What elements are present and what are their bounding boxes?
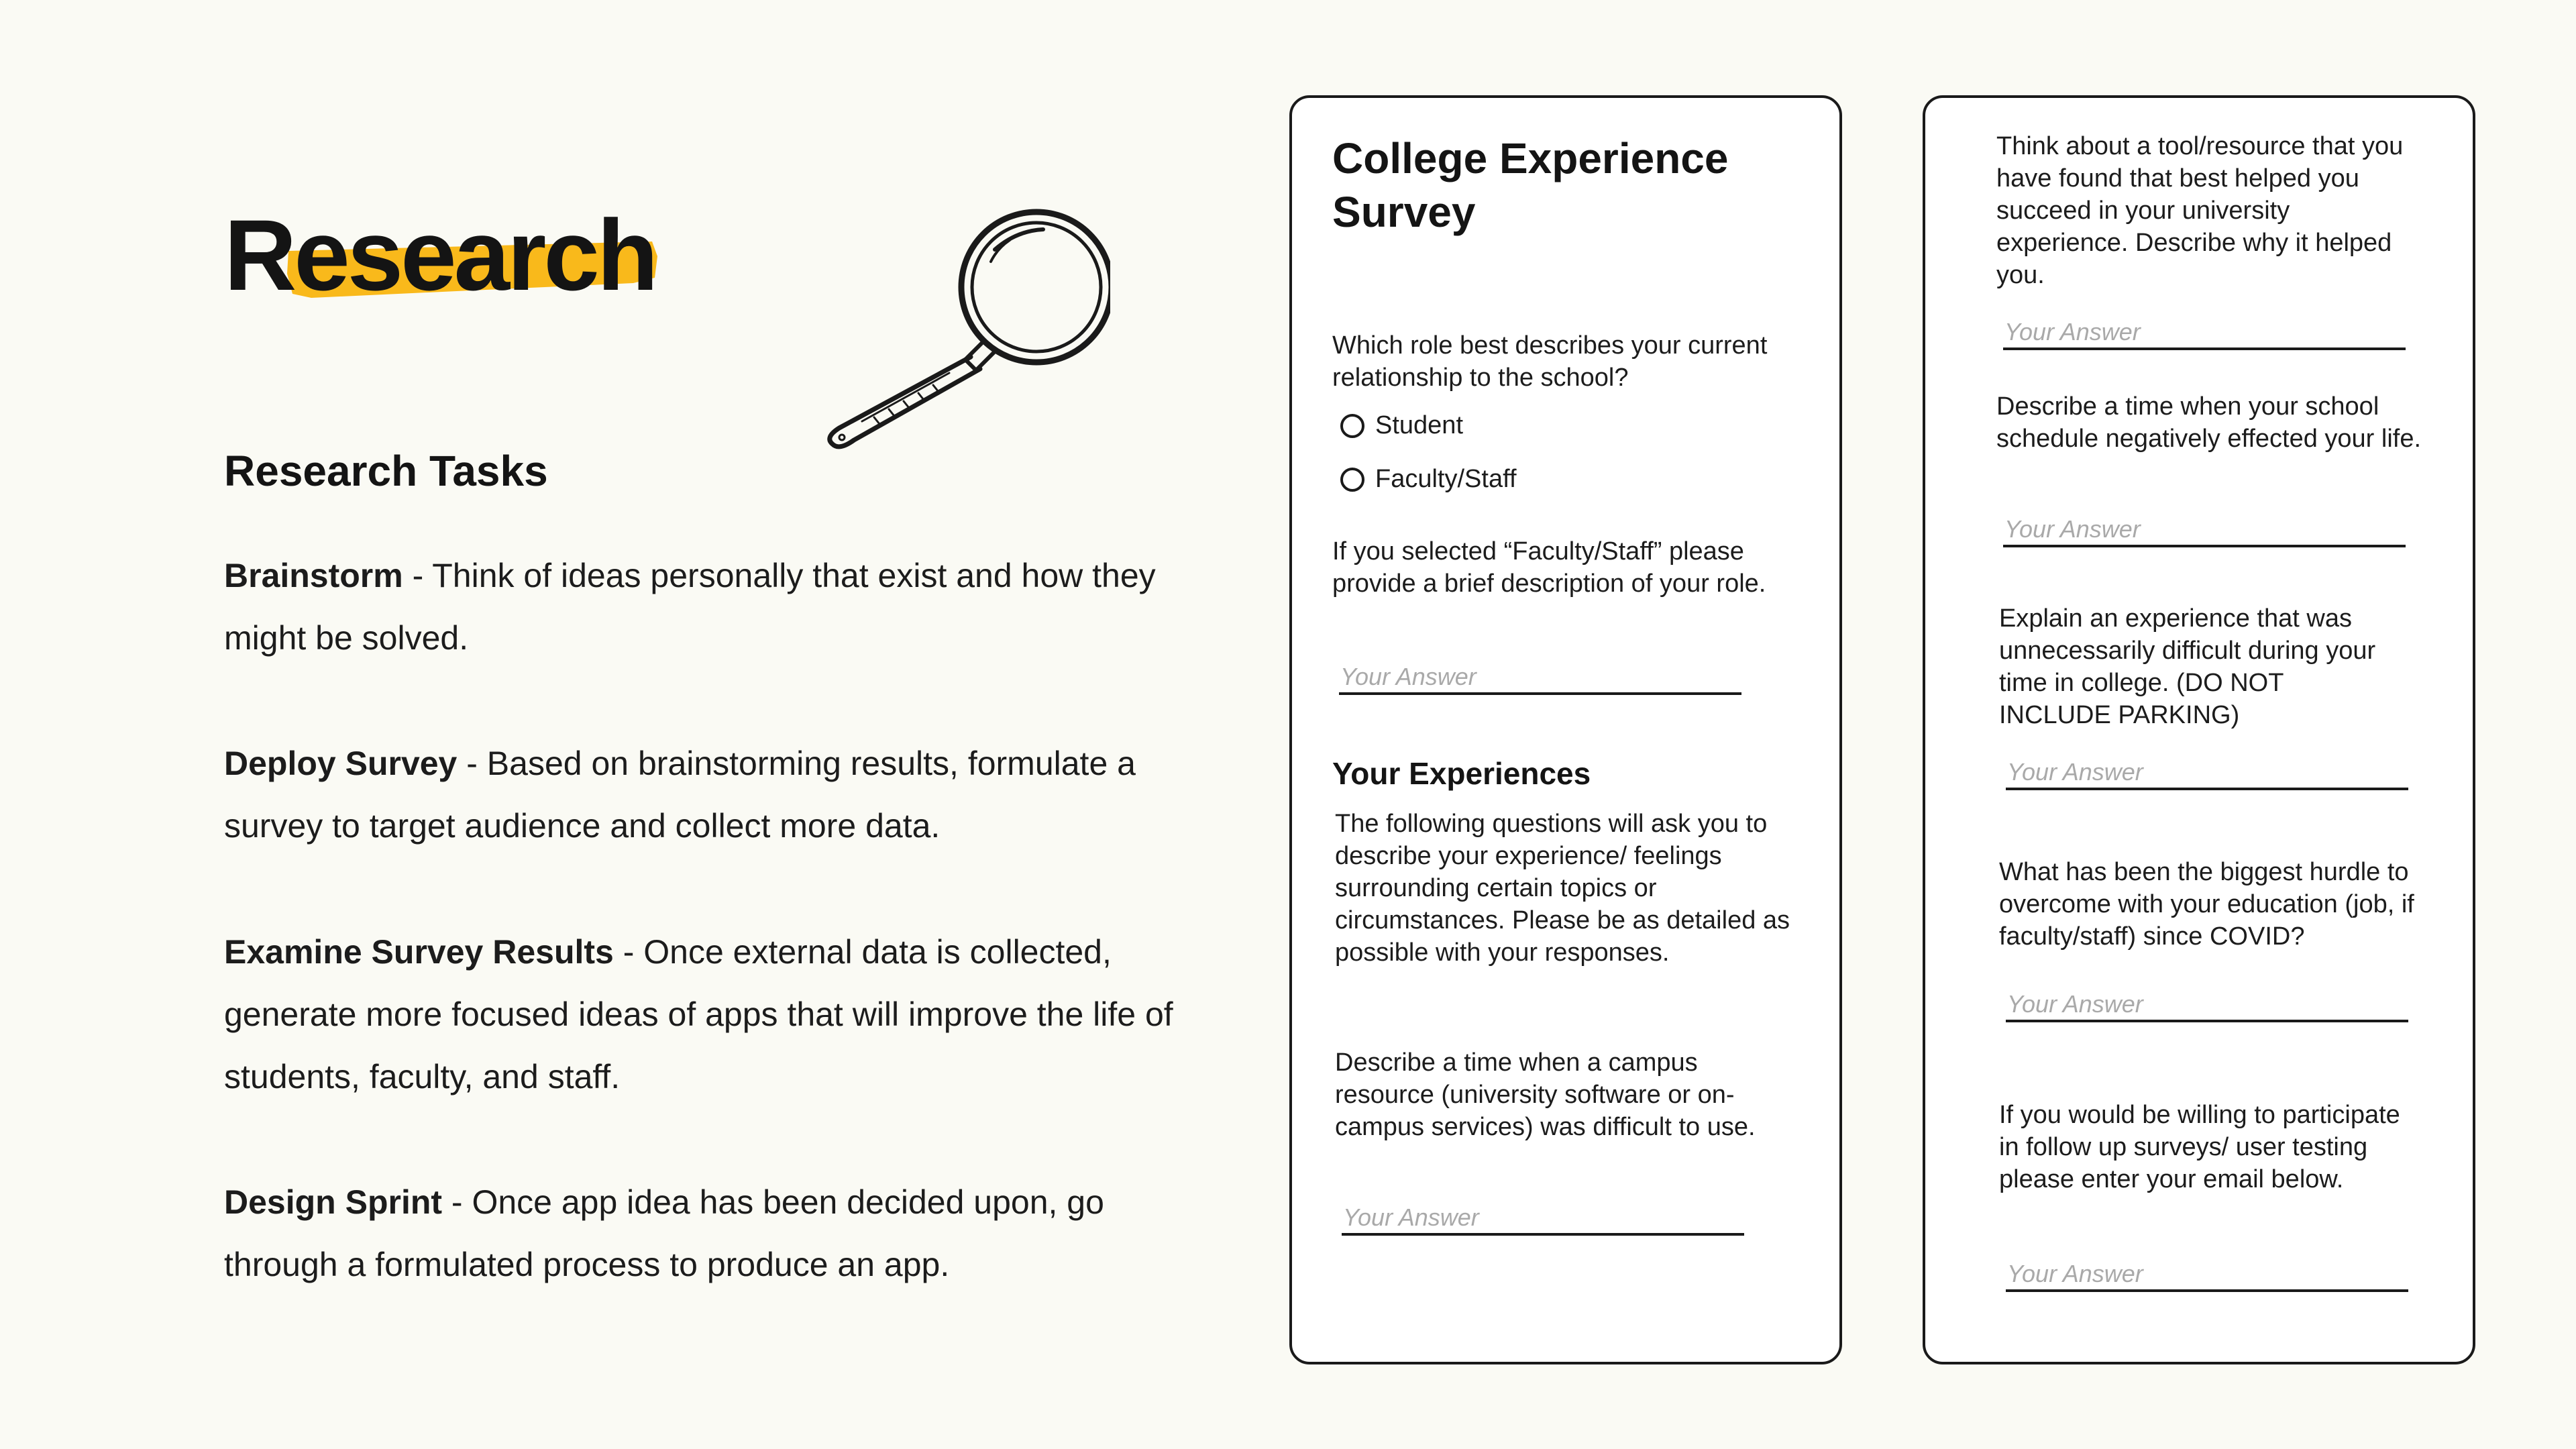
- task-description: - Once app idea has been decided upon, go through a formulated process to produce an app.: [224, 1183, 1104, 1283]
- task-name: Examine Survey Results: [224, 933, 614, 971]
- task-deploy-survey: [224, 733, 1177, 857]
- faculty-role-question: If you selected “Faculty/Staff” please provide a brief description of your role.: [1332, 537, 1766, 598]
- covid-hurdle-input[interactable]: [2006, 989, 2410, 1020]
- email-input[interactable]: [2006, 1258, 2410, 1289]
- answer-field: [2006, 1258, 2408, 1292]
- task-name: Design Sprint: [224, 1183, 443, 1221]
- answer-field: [2003, 514, 2406, 547]
- radio-circle[interactable]: [1340, 468, 1364, 492]
- role-question: Which role best describes your current relationship to the school?: [1332, 331, 1768, 392]
- radio-label: Faculty/Staff: [1375, 465, 1517, 493]
- difficult-experience-question: Explain an experience that was unnecessarily difficult during your time in college. (DO NOT INCLUDE PARKING): [1999, 604, 2376, 729]
- task-description: - Based on brainstorming results, formulate a survey to target audience and collect more data.: [224, 745, 1136, 845]
- schedule-question: Describe a time when your school schedule negatively effected your life.: [1996, 392, 2422, 453]
- heading-block: [224, 195, 694, 329]
- campus-resource-input[interactable]: [1342, 1202, 1746, 1233]
- covid-hurdle-question: What has been the biggest hurdle to overcome with your education (job, if faculty/staff) since COVID?: [1999, 858, 2414, 951]
- task-description: - Think of ideas personally that exist and how they might be solved.: [224, 557, 1156, 657]
- task-design-sprint: [224, 1171, 1177, 1296]
- survey-card-2: [1923, 95, 2475, 1364]
- answer-field: [1342, 1202, 1744, 1236]
- magnifying-glass-icon: [815, 201, 1110, 449]
- your-experiences-title: Your Experiences: [1332, 756, 1591, 791]
- tool-resource-input[interactable]: [2003, 317, 2407, 347]
- answer-field: [1339, 661, 1741, 695]
- answer-field: [2006, 757, 2408, 790]
- tool-resource-question: Think about a tool/resource that you have found that best helped you succeed in your university experience. Describe why it helped you.: [1996, 132, 2404, 289]
- schedule-input[interactable]: [2003, 514, 2407, 545]
- research-tasks-title: Research Tasks: [224, 447, 548, 495]
- task-name: Brainstorm: [224, 557, 403, 594]
- page-title: Research: [224, 199, 656, 311]
- difficult-experience-input[interactable]: [2006, 757, 2410, 788]
- answer-field: [2006, 989, 2408, 1022]
- campus-resource-question: Describe a time when a campus resource (university software or on-campus services) was difficult to use.: [1335, 1049, 1756, 1141]
- task-name: Deploy Survey: [224, 745, 458, 782]
- radio-faculty-staff[interactable]: [1340, 465, 1517, 494]
- radio-circle[interactable]: [1340, 414, 1364, 438]
- radio-label: Student: [1375, 411, 1463, 439]
- answer-field: [2003, 317, 2406, 350]
- follow-up-email-question: If you would be willing to participate in follow up surveys/ user testing please enter your email below.: [1999, 1101, 2400, 1193]
- task-brainstorm: [224, 545, 1177, 669]
- task-examine-survey-results: [224, 921, 1177, 1108]
- radio-student[interactable]: [1340, 411, 1463, 440]
- experiences-intro: The following questions will ask you to describe your experience/ feelings surrounding certain topics or circumstances. Please be as detailed as possible with your responses.: [1335, 810, 1790, 967]
- survey-card-1: [1289, 95, 1842, 1364]
- task-description: - Once external data is collected, generate more focused ideas of apps that will improve the life of students, faculty, and staff.: [224, 933, 1173, 1095]
- survey-title: College Experience Survey: [1332, 134, 1729, 236]
- faculty-role-input[interactable]: [1339, 661, 1743, 692]
